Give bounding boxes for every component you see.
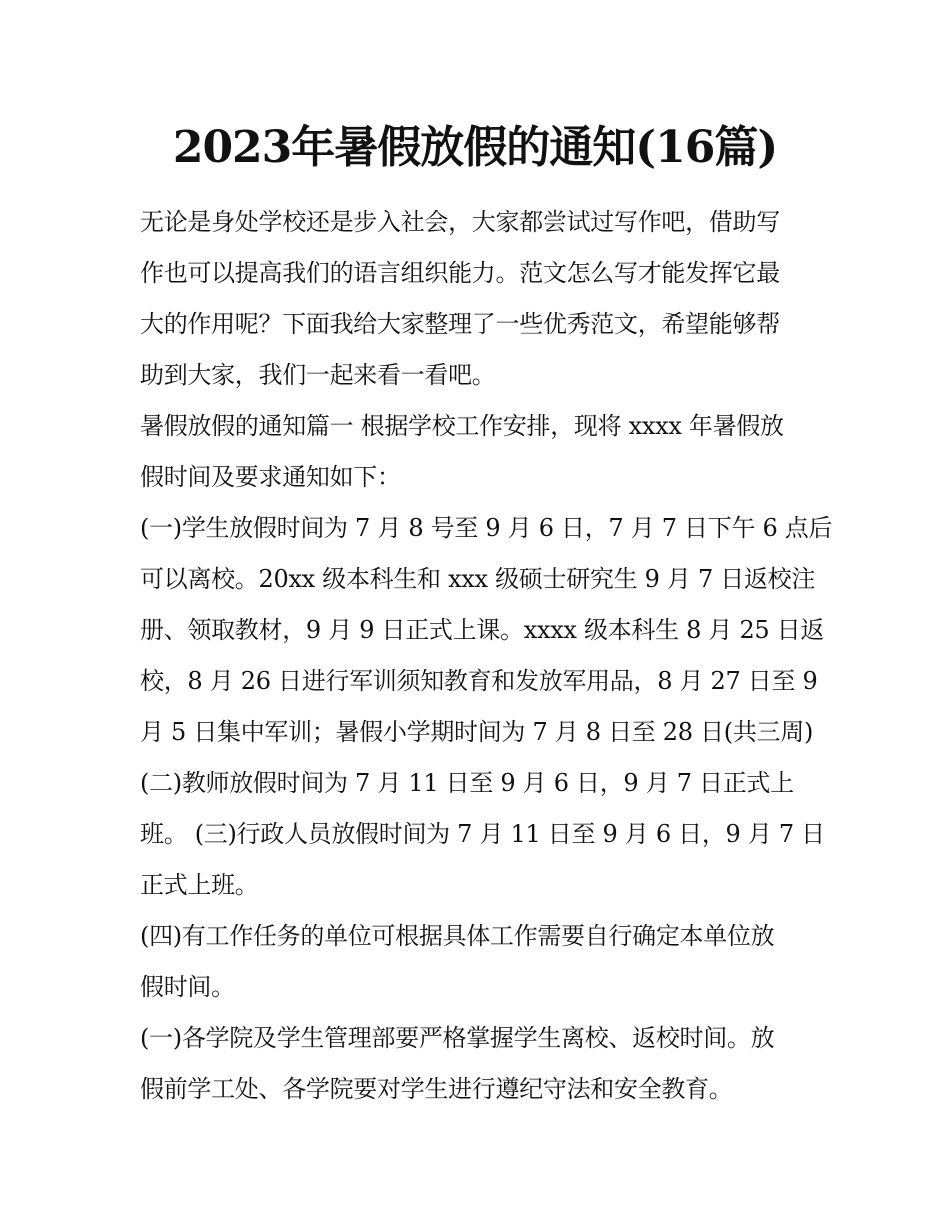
- text-line: 大的作用呢？下面我给大家整理了一些优秀范文，希望能够帮: [140, 310, 780, 338]
- text-line: (四)有工作任务的单位可根据具体工作需要自行确定本单位放: [140, 922, 775, 950]
- text-line: 暑假放假的通知篇一 根据学校工作安排，现将 xxxx 年暑假放: [140, 412, 784, 440]
- text-line: 假时间。: [140, 973, 235, 1001]
- text-line: 校，8 月 26 日进行军训须知教育和发放军用品，8 月 27 日至 9: [140, 667, 818, 695]
- text-line: 正式上班。: [140, 871, 259, 899]
- text-line: 作也可以提高我们的语言组织能力。范文怎么写才能发挥它最: [140, 259, 780, 287]
- text-line: (一)学生放假时间为 7 月 8 号至 9 月 6 日，7 月 7 日下午 6 点后: [140, 514, 833, 542]
- document-title: 2023年暑假放假的通知(16篇): [172, 122, 778, 173]
- document-body: [140, 197, 833, 1115]
- text-line: 月 5 日集中军训；暑假小学期时间为 7 月 8 日至 28 日(共三周): [140, 718, 814, 746]
- text-line: (一)各学院及学生管理部要严格掌握学生离校、返校时间。放: [140, 1024, 775, 1052]
- text-line: 册、领取教材，9 月 9 日正式上课。xxxx 级本科生 8 月 25 日返: [140, 616, 825, 644]
- text-line: (二)教师放假时间为 7 月 11 日至 9 月 6 日，9 月 7 日正式上: [140, 769, 794, 797]
- text-line: 助到大家，我们一起来看一看吧。: [140, 361, 496, 389]
- text-line: 可以离校。20xx 级本科生和 xxx 级硕士研究生 9 月 7 日返校注: [140, 565, 816, 593]
- text-line: 假前学工处、各学院要对学生进行遵纪守法和安全教育。: [140, 1075, 733, 1103]
- text-line: 班。 (三)行政人员放假时间为 7 月 11 日至 9 月 6 日，9 月 7 日: [140, 820, 825, 848]
- text-line: 无论是身处学校还是步入社会，大家都尝试过写作吧，借助写: [140, 208, 780, 236]
- text-line: 假时间及要求通知如下：: [140, 463, 401, 491]
